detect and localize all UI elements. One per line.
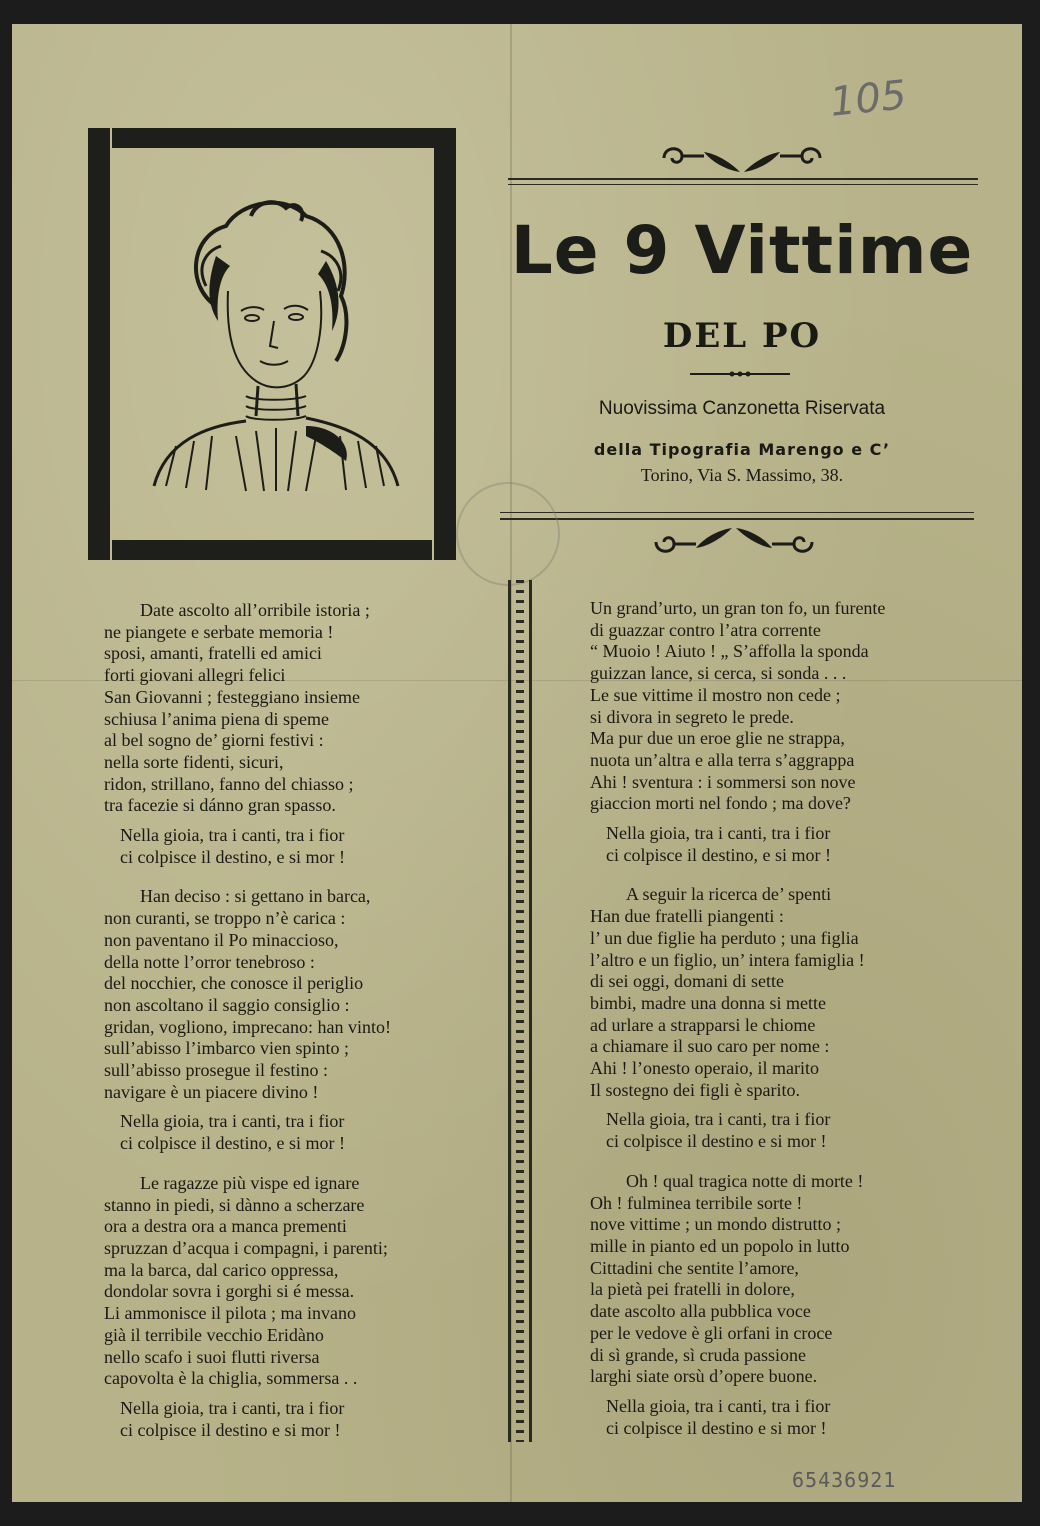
- top-flourish-ornament: [656, 140, 828, 176]
- verse-line: del nocchier, che conosce il periglio: [104, 973, 364, 994]
- verse-line: Ma pur due un eroe glie ne strappa,: [590, 728, 845, 749]
- verse-line: ora a destra ora a manca prementi: [104, 1216, 347, 1237]
- refrain: [104, 1111, 434, 1154]
- verse-line: date ascolto alla pubblica voce: [590, 1301, 811, 1322]
- verse-line: A seguir la ricerca de’ spenti: [626, 884, 832, 905]
- verse-line: non paventano il Po minaccioso,: [104, 929, 339, 950]
- refrain-line: Nella gioia, tra i canti, tra i fior: [606, 1109, 831, 1130]
- poster-subtitle: DEL PO: [662, 316, 822, 356]
- top-rule: [508, 178, 978, 180]
- verse-line: al bel sogno de’ giorni festivi :: [104, 730, 324, 751]
- verse-line: nuota un’altra e alla terra s’aggrappa: [590, 749, 855, 770]
- verse-line: gridan, vogliono, imprecano: han vinto!: [104, 1016, 391, 1037]
- refrain-line: Nella gioia, tra i canti, tra i fior: [120, 1397, 345, 1418]
- verse-line: ma la barca, dal carico oppressa,: [104, 1259, 339, 1280]
- verse-line: ridon, strillano, fanno del chiasso ;: [104, 773, 354, 794]
- verse-line: la pietà pei fratelli in dolore,: [590, 1279, 795, 1300]
- verse-line: Cittadini che sentite l’amore,: [590, 1257, 799, 1278]
- stanza: [590, 884, 930, 1101]
- verse-line: Oh ! qual tragica notte di morte !: [626, 1170, 864, 1191]
- verse-line: Ahi ! l’onesto operaio, il marito: [590, 1058, 819, 1079]
- left-column: [104, 600, 434, 1459]
- verse-line: di sei oggi, domani di sette: [590, 971, 784, 992]
- verse-line: forti giovani allegri felici: [104, 665, 286, 686]
- verse-line: Ahi ! sventura : i sommersi son nove: [590, 771, 856, 792]
- verse-line: sull’abisso l’imbarco vien spinto ;: [104, 1038, 349, 1059]
- verse-line: “ Muoio ! Aiuto ! „ S’affolla la sponda: [590, 641, 869, 662]
- verse-line: Un grand’urto, un gran ton fo, un furente: [590, 598, 886, 618]
- verse-line: a chiamare il suo caro per nome :: [590, 1036, 830, 1057]
- verse-line: nella sorte fidenti, sicuri,: [104, 751, 284, 772]
- refrain-line: Nella gioia, tra i canti, tra i fior: [120, 1111, 345, 1132]
- poster-title: Le 9 Vittime: [510, 212, 974, 289]
- verse-line: sull’abisso prosegue il festino :: [104, 1060, 328, 1081]
- woman-portrait-engraving: [146, 196, 402, 496]
- refrain-line: ci colpisce il destino, e si mor !: [606, 844, 831, 865]
- verse-line: bimbi, madre una donna si mette: [590, 992, 826, 1013]
- refrain-line: ci colpisce il destino, e si mor !: [120, 846, 345, 867]
- verse-line: spruzzan d’acqua i compagni, i parenti;: [104, 1237, 388, 1258]
- refrain-line: ci colpisce il destino, e si mor !: [120, 1133, 345, 1154]
- verse-line: nove vittime ; un mondo distrutto ;: [590, 1214, 841, 1235]
- verse-line: navigare è un piacere divino !: [104, 1081, 319, 1102]
- verse-line: Le sue vittime il mostro non cede ;: [590, 684, 841, 705]
- refrain-line: Nella gioia, tra i canti, tra i fior: [120, 825, 345, 846]
- faded-library-stamp: [456, 482, 560, 586]
- verse-line: larghi siate orsù d’opere buone.: [590, 1366, 818, 1387]
- verse-line: Oh ! fulminea terribile sorte !: [590, 1192, 803, 1213]
- verse-line: ad urlare a strapparsi le chiome: [590, 1014, 816, 1035]
- stanza: [104, 600, 434, 817]
- description-line: Nuovissima Canzonetta Riservata: [598, 398, 886, 419]
- refrain-line: Nella gioia, tra i canti, tra i fior: [606, 823, 831, 844]
- refrain-line: ci colpisce il destino e si mor !: [120, 1419, 341, 1440]
- printer-line: della Tipografia Marengo e C’: [593, 440, 891, 459]
- verse-line: non curanti, se troppo n’è carica :: [104, 908, 346, 929]
- verse-line: Le ragazze più vispe ed ignare: [140, 1172, 360, 1193]
- stamped-catalog-number: 65436921: [792, 1468, 897, 1492]
- verse-line: mille in pianto ed un popolo in lutto: [590, 1235, 850, 1256]
- verse-line: schiusa l’anima piena di speme: [104, 708, 329, 729]
- verse-line: di sì grande, sì cruda passione: [590, 1344, 806, 1365]
- verse-line: Han due fratelli piangenti :: [590, 906, 784, 927]
- verse-line: nello scafo i suoi flutti riversa: [104, 1346, 320, 1367]
- verse-line: San Giovanni ; festeggiano insieme: [104, 686, 360, 707]
- verse-line: l’altro e un figlio, un’ intera famiglia !: [590, 949, 865, 970]
- right-column: [590, 598, 930, 1457]
- refrain: [590, 823, 930, 866]
- bottom-flourish-ornament: [648, 524, 820, 560]
- verse-line: dondolar sovra i gorghi si é messa.: [104, 1281, 355, 1302]
- bottom-rule: [500, 518, 974, 520]
- stanza: [590, 598, 930, 815]
- refrain-line: ci colpisce il destino e si mor !: [606, 1131, 827, 1152]
- verse-line: Han deciso : si gettano in barca,: [140, 886, 371, 907]
- verse-line: per le vedove è gli orfani in croce: [590, 1322, 833, 1343]
- column-divider-ornament: [508, 580, 532, 1442]
- verse-line: si divora in segreto le prede.: [590, 706, 794, 727]
- verse-line: Il sostegno dei figli è sparito.: [590, 1079, 800, 1100]
- small-divider-ornament: [690, 368, 790, 380]
- top-rule-thin: [508, 184, 978, 185]
- verse-line: giaccion morti nel fondo ; ma dove?: [590, 793, 851, 814]
- verse-line: tra facezie si dánno gran spasso.: [104, 795, 336, 816]
- verse-line: di guazzar contro l’atra corrente: [590, 619, 821, 640]
- address-line: Torino, Via S. Massimo, 38.: [640, 465, 844, 485]
- refrain: [104, 825, 434, 868]
- verse-line: Li ammonisce il pilota ; ma invano: [104, 1303, 356, 1324]
- verse-line: Date ascolto all’orribile istoria ;: [140, 600, 370, 620]
- refrain: [104, 1398, 434, 1441]
- refrain-line: Nella gioia, tra i canti, tra i fior: [606, 1395, 831, 1416]
- refrain: [590, 1396, 930, 1439]
- stanza: [104, 886, 434, 1103]
- stanza: [104, 1173, 434, 1390]
- verse-line: guizzan lance, si cerca, si sonda . . .: [590, 663, 847, 684]
- refrain: [590, 1109, 930, 1152]
- verse-line: già il terribile vecchio Eridàno: [104, 1324, 324, 1345]
- handwritten-number: 105: [827, 72, 909, 126]
- refrain-line: ci colpisce il destino e si mor !: [606, 1417, 827, 1438]
- verse-line: l’ un due figlie ha perduto ; una figlia: [590, 927, 859, 948]
- verse-line: non ascoltano il saggio consiglio :: [104, 994, 350, 1015]
- verse-line: sposi, amanti, fratelli ed amici: [104, 643, 322, 664]
- verse-line: stanno in piedi, si dànno a scherzare: [104, 1194, 365, 1215]
- stanza: [590, 1171, 930, 1388]
- verse-line: della notte l’orror tenebroso :: [104, 951, 315, 972]
- verse-line: capovolta è la chiglia, sommersa . .: [104, 1368, 358, 1389]
- bottom-rule-thin: [500, 512, 974, 513]
- verse-line: ne piangete e serbate memoria !: [104, 621, 334, 642]
